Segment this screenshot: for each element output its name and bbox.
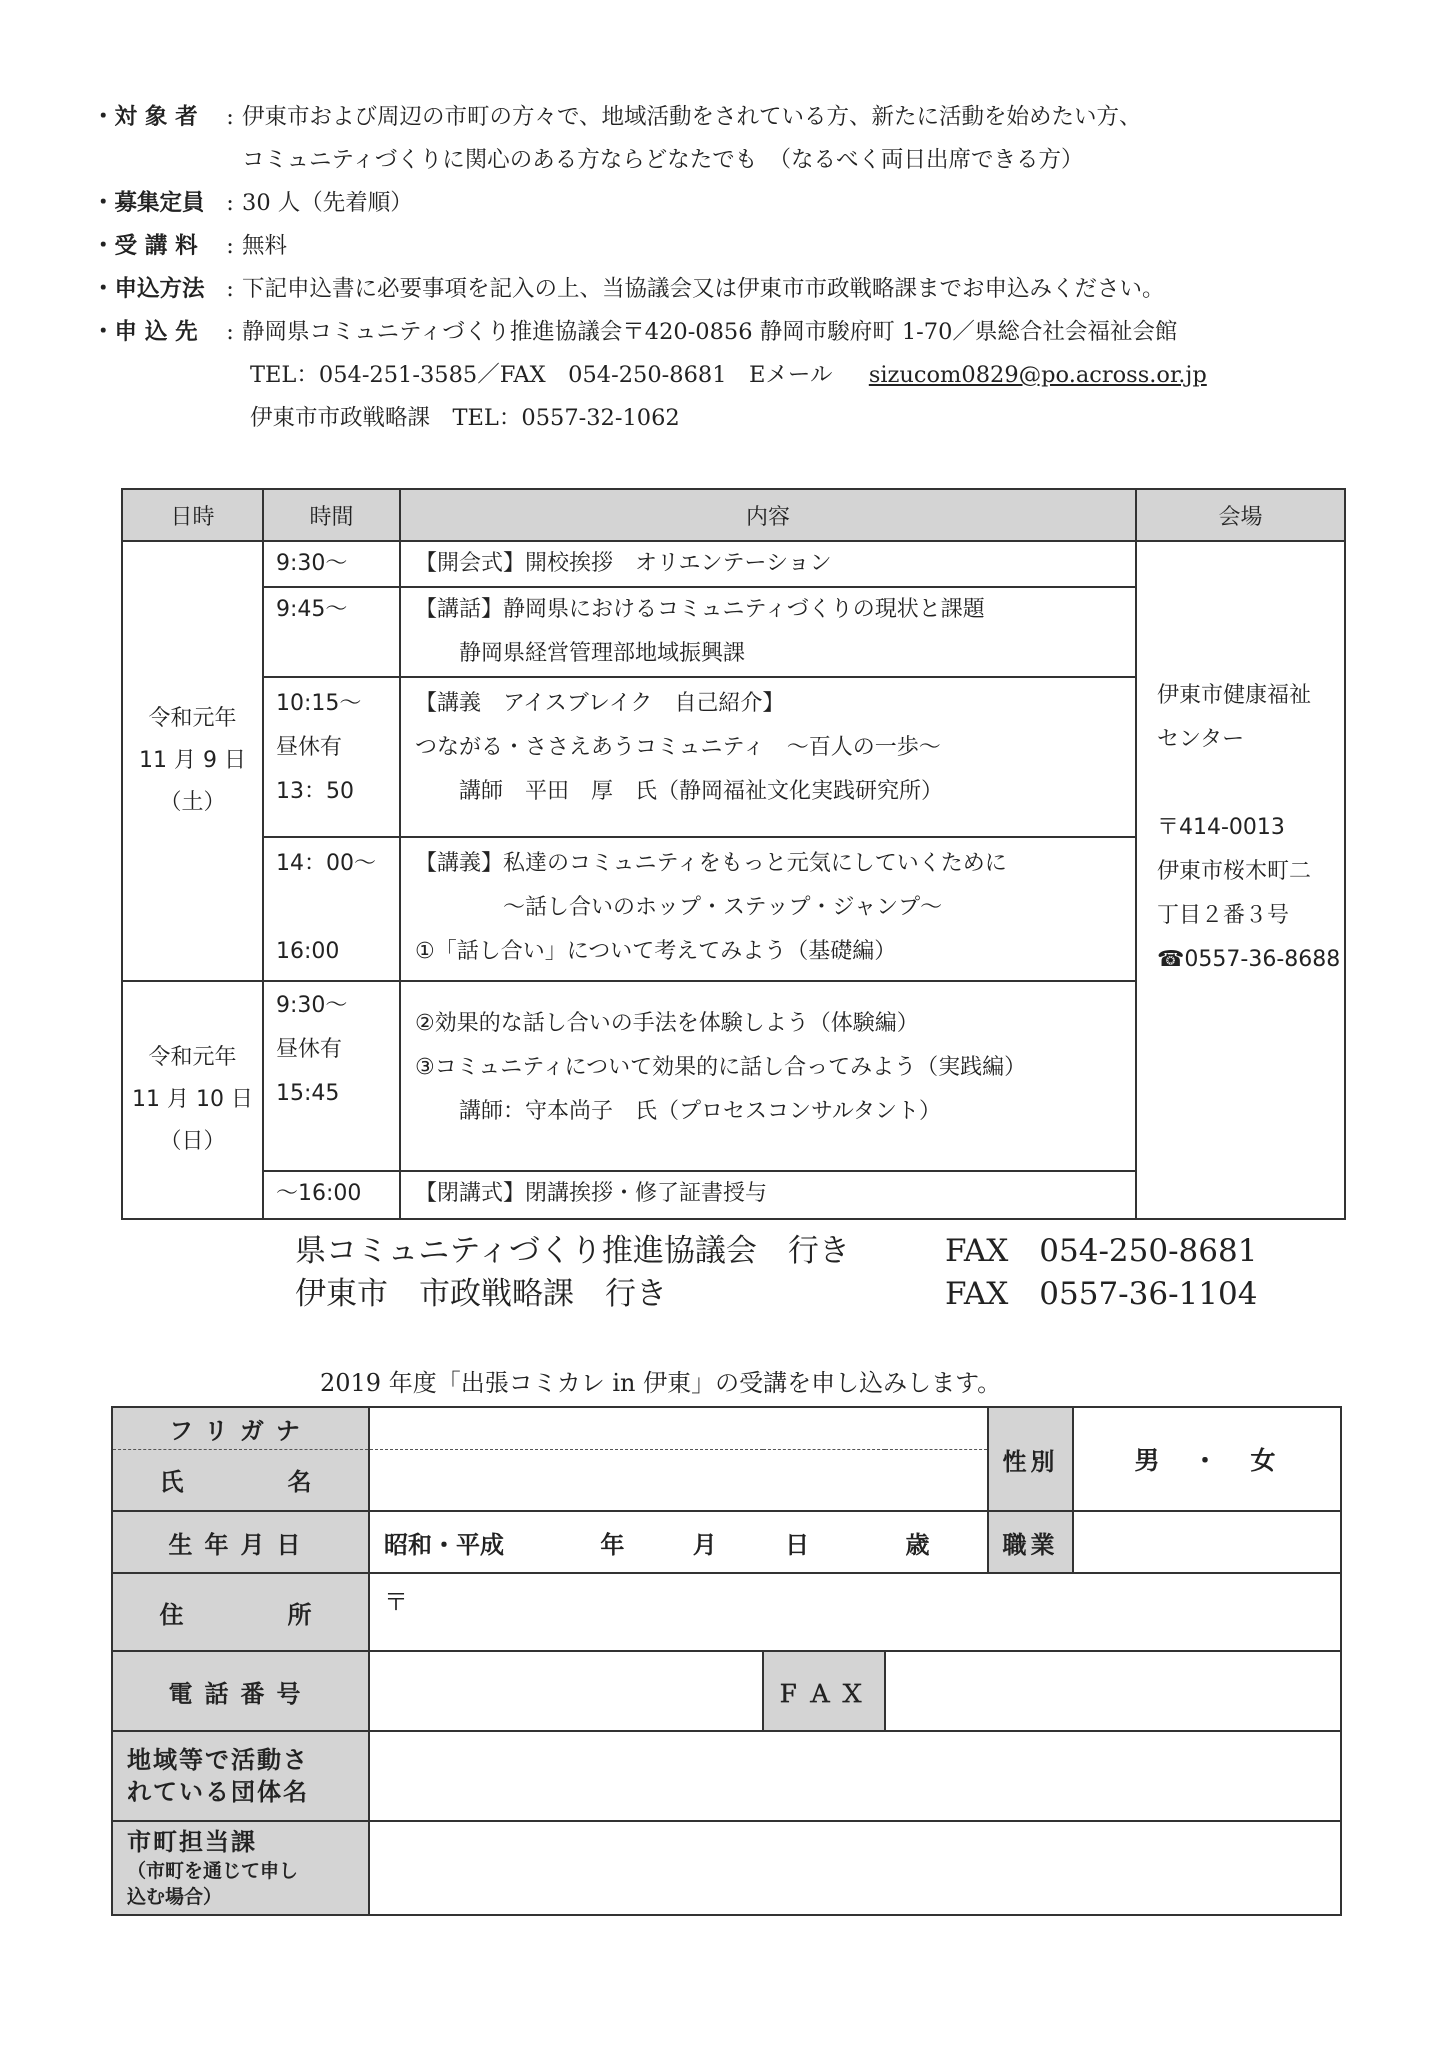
- schedule-table: [121, 488, 1346, 1220]
- time-cell: 10:15〜 昼休有 13：50: [263, 677, 400, 837]
- header-venue: 会場: [1136, 489, 1345, 541]
- target-row: ・対 象 者 : 伊東市および周辺の市町の方々で、地域活動をされている方、新たに活動を始めたい方、: [92, 96, 1352, 139]
- birth-label: 生年月日: [112, 1511, 369, 1573]
- furigana-input[interactable]: [369, 1407, 988, 1449]
- capacity-row: ・募集定員 : 30 人（先着順）: [92, 182, 1352, 225]
- job-label: 職業: [988, 1511, 1073, 1573]
- phone-icon: ☎0557-36-8688: [1157, 947, 1341, 972]
- destination-row: ・申 込 先 : 静岡県コミュニティづくり推進協議会〒420-0856 静岡市駿府町 1-70／県総合社会福祉会館: [92, 311, 1352, 354]
- content-cell: 【講義】私達のコミュニティをもっと元気にしていくために 〜話し合いのホップ・ステップ・ジャンプ〜 ①「話し合い」について考えてみよう（基礎編）: [400, 837, 1136, 981]
- header-date: 日時: [122, 489, 263, 541]
- gender-label: 性別: [988, 1407, 1073, 1511]
- destination-city-tel: 伊東市市政戦略課 TEL：0557-32-1062: [250, 405, 680, 431]
- header-time: 時間: [263, 489, 400, 541]
- fax-input[interactable]: [885, 1651, 1341, 1731]
- content-cell: ②効果的な話し合いの手法を体験しよう（体験編） ③コミュニティについて効果的に話し合ってみよう（実践編） 講師：守本尚子 氏（プロセスコンサルタント）: [400, 981, 1136, 1171]
- info-section: [92, 96, 1352, 440]
- address-label: 住 所: [112, 1573, 369, 1651]
- job-input[interactable]: [1073, 1511, 1341, 1573]
- venue-cell: 伊東市健康福祉 センター 〒414-0013 伊東市桜木町二 丁目２番３号 ☎0557-36-8688: [1136, 541, 1345, 1219]
- method-row: ・申込方法 : 下記申込書に必要事項を記入の上、当協議会又は伊東市市政戦略課までお申込みください。: [92, 268, 1352, 311]
- form-row-address: [112, 1573, 1341, 1651]
- target-row-2: [92, 139, 1352, 182]
- furigana-label: フリガナ: [112, 1407, 369, 1449]
- application-form: [111, 1406, 1342, 1916]
- city-input[interactable]: [369, 1821, 1341, 1915]
- postal-mark: 〒: [384, 1588, 408, 1616]
- fax-label: ＦＡＸ: [763, 1651, 885, 1731]
- target-value-2: コミュニティづくりに関心のある方ならどなたでも （なるべく両日出席できる方）: [242, 147, 1084, 173]
- content-cell: 【開会式】開校挨拶 オリエンテーション: [400, 541, 1136, 587]
- destination-contact-row: [92, 354, 1352, 397]
- target-value: 伊東市および周辺の市町の方々で、地域活動をされている方、新たに活動を始めたい方、: [242, 104, 1142, 130]
- name-label: 氏 名: [112, 1449, 369, 1511]
- time-cell: 9:30〜 昼休有 15:45: [263, 981, 400, 1171]
- address-input[interactable]: [369, 1573, 1341, 1651]
- form-row-city: [112, 1821, 1341, 1915]
- fee-value: 無料: [242, 233, 288, 259]
- phone-input[interactable]: [369, 1651, 763, 1731]
- time-cell: 9:30〜: [263, 541, 400, 587]
- organization-input[interactable]: [369, 1731, 1341, 1821]
- content-cell: 【講義 アイスブレイク 自己紹介】 つながる・ささえあうコミュニティ 〜百人の一歩〜 講師 平田 厚 氏（静岡福祉文化実践研究所）: [400, 677, 1136, 837]
- fee-label: ・受 講 料: [92, 233, 198, 259]
- form-row-furigana: [112, 1407, 1341, 1449]
- target-label: ・対 象 者: [92, 104, 198, 130]
- capacity-label: ・募集定員: [92, 190, 205, 216]
- capacity-value: 30 人（先着順）: [242, 190, 413, 216]
- destination-address: 静岡県コミュニティづくり推進協議会〒420-0856 静岡市駿府町 1-70／県総合社会福祉会館: [242, 319, 1178, 345]
- phone-label: 電話番号: [112, 1651, 369, 1731]
- city-label: 市町担当課 （市町を通じて申し 込む場合）: [112, 1821, 369, 1915]
- destination-email-link[interactable]: sizucom0829@po.across.or.jp: [868, 362, 1207, 388]
- schedule-header-row: [122, 489, 1345, 541]
- name-input[interactable]: [369, 1449, 988, 1511]
- form-caption: 2019 年度「出張コミカレ in 伊東」の受講を申し込みします。: [320, 1369, 1002, 1397]
- content-cell: 【閉講式】閉講挨拶・修了証書授与: [400, 1171, 1136, 1219]
- destination-label: ・申 込 先: [92, 319, 198, 345]
- form-row-birth: [112, 1511, 1341, 1573]
- fax-number-1: FAX 054-250-8681: [945, 1233, 1258, 1269]
- time-cell: 9:45〜: [263, 587, 400, 677]
- table-row: [122, 541, 1345, 587]
- organization-label: 地域等で活動さ れている団体名: [112, 1731, 369, 1821]
- birth-input[interactable]: 昭和・平成 年 月 日 歳: [369, 1511, 988, 1573]
- method-value: 下記申込書に必要事項を記入の上、当協議会又は伊東市市政戦略課までお申込みください。: [242, 276, 1165, 302]
- form-row-organization: [112, 1731, 1341, 1821]
- day1-date: 令和元年 11 月 9 日 （土）: [122, 541, 263, 981]
- content-cell: 【講話】静岡県におけるコミュニティづくりの現状と課題 静岡県経営管理部地域振興課: [400, 587, 1136, 677]
- gender-select[interactable]: 男 ・ 女: [1073, 1407, 1341, 1511]
- day2-date: 令和元年 11 月 10 日 （日）: [122, 981, 263, 1219]
- destination-city-row: [92, 397, 1352, 440]
- form-row-phone: [112, 1651, 1341, 1731]
- fax-number-2: FAX 0557-36-1104: [945, 1276, 1258, 1312]
- method-label: ・申込方法: [92, 276, 205, 302]
- fee-row: ・受 講 料 : 無料: [92, 225, 1352, 268]
- time-cell: 〜16:00: [263, 1171, 400, 1219]
- destination-tel-fax: TEL：054-251-3585／FAX 054-250-8681 Eメール: [250, 362, 833, 388]
- header-content: 内容: [400, 489, 1136, 541]
- time-cell: 14：00〜 16:00: [263, 837, 400, 981]
